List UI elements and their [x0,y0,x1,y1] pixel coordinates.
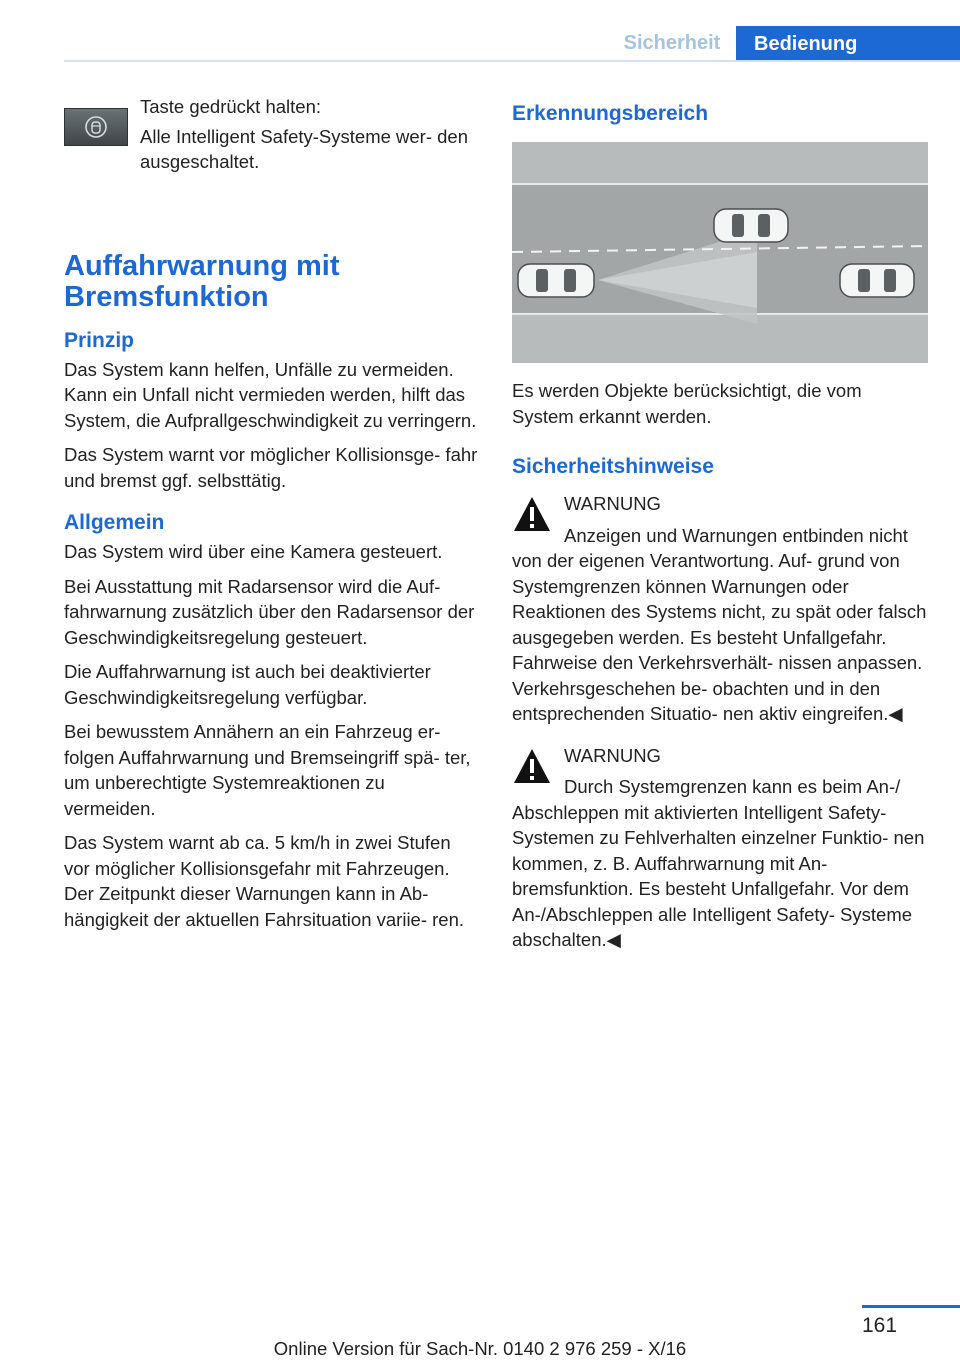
button-instruction-line-2: Alle Intelligent Safety-Systeme wer‐ den ausgeschaltet. [140,125,469,172]
allgemein-heading: Allgemein [64,511,165,534]
left-column [64,94,480,941]
footer-rule [862,1305,960,1308]
page-number: 161 [862,1314,898,1337]
warning-triangle-icon [512,747,552,785]
header-section-tab[interactable]: Sicherheit [623,32,721,54]
vehicle-ahead-icon [714,209,788,242]
warning-text: Anzeigen und Warnungen entbinden nicht von der eigenen Verantwortung. Auf‐ grund von Systemgrenzen können Warnungen oder Reaktionen des Systems nicht, zu spät oder falsch ausgegeben werden. Es besteht Unfallgefahr. Fahrweise den Verkehrsverhält‐ nissen anpassen. Verkehrsgeschehen be‐ obachten und in den entsprechenden Situatio‐ nen aktiv eingreifen.◀ [512,524,927,724]
warning-block [512,491,928,727]
safety-button-icon [64,108,128,146]
allgemein-paragraph: Das System warnt ab ca. 5 km/h in zwei Stufen vor möglicher Kollisionsgefahr mit Fahrzeugen. Der Zeitpunkt dieser Warnungen kann in Ab‐ hängigkeit der aktuellen Fahrsituation variie‐ ren. [64,832,465,930]
warning-text: Durch Systemgrenzen kann es beim An-/ Abschleppen mit aktivierten Intelligent Safety- Systemen zu Fehlverhalten einzelner Funktio‐ nen kommen, z. B. Auffahrwarnung mit An‐ bremsfunktion. Es besteht Unfallgefahr. Vor dem An-/Abschleppen alle Intelligent Safety- Systeme abschalten.◀ [512,776,925,950]
warning-block [512,743,928,953]
button-instruction-line-1: Taste gedrückt halten: [140,96,321,117]
warning-triangle-icon [512,495,552,533]
allgemein-paragraph: Bei bewusstem Annähern an ein Fahrzeug er‐ folgen Auffahrwarnung und Bremseingriff spä‐ ter, um unberechtigte Systemreaktionen zu vermeiden. [64,721,471,819]
vehicle-right-icon [840,264,914,297]
sicherheitshinweise-heading: Sicherheitshinweise [512,455,714,478]
detection-range-diagram [512,142,928,363]
prinzip-paragraph: Das System kann helfen, Unfälle zu vermeiden. Kann ein Unfall nicht vermieden werden, hilft das System, die Aufprallgeschwindigkeit zu verringern. [64,358,477,431]
erkennungsbereich-text: Es werden Objekte berücksichtigt, die vom System erkannt werden. [512,380,862,427]
right-column [512,94,928,959]
button-instruction [64,94,480,175]
warning-label: WARNUNG [564,493,661,514]
erkennungsbereich-heading: Erkennungsbereich [512,102,709,125]
warning-label: WARNUNG [564,744,661,766]
footer-version-text: Online Version für Sach-Nr. 0140 2 976 259 - X/16 [273,1338,687,1359]
allgemein-paragraph: Bei Ausstattung mit Radarsensor wird die Auf‐ fahrwarnung zusätzlich über den Radarsensor der Geschwindigkeitsregelung gesteuert. [64,575,475,648]
header-chapter-tab[interactable]: Bedienung [736,26,960,62]
allgemein-paragraph: Die Auffahrwarnung ist auch bei deaktivierter Geschwindigkeitsregelung verfügbar. [64,661,431,708]
prinzip-heading: Prinzip [64,328,135,352]
prinzip-paragraph: Das System warnt vor möglicher Kollisionsge‐ fahr und bremst ggf. selbsttätig. [64,444,478,491]
own-vehicle-icon [518,264,594,297]
allgemein-paragraph: Das System wird über eine Kamera gesteuert. [64,541,443,562]
header-rule [64,60,960,62]
section-heading: Auffahrwarnung mit Bremsfunktion [64,249,340,313]
